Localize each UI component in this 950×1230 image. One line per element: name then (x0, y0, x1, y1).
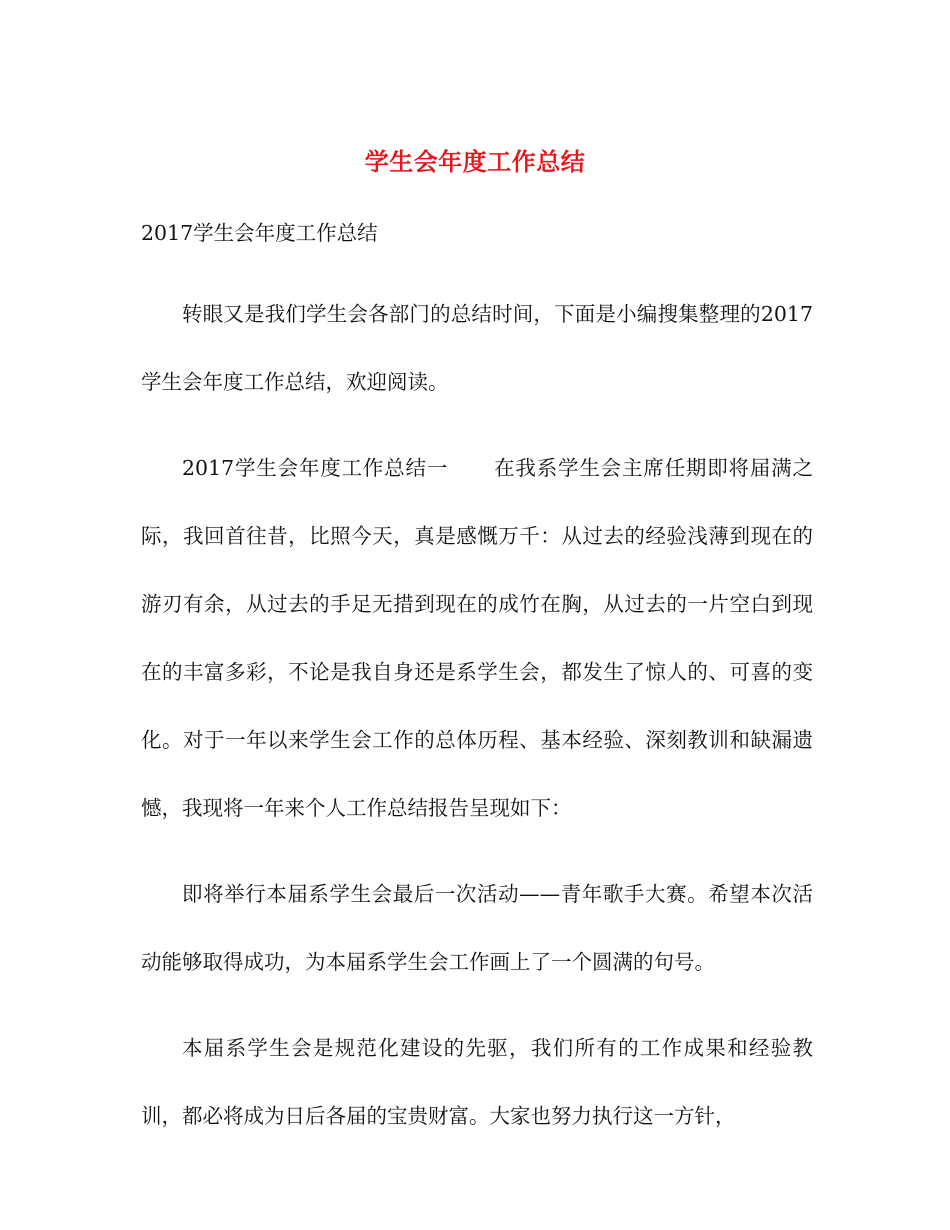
document-body (141, 219, 813, 1168)
section-body: 在我系学生会主席任期即将届满之际，我回首往昔，比照今天，真是感慨万千：从过去的经验浅薄到现在的游刃有余，从过去的手足无措到现在的成竹在胸，从过去的一片空白到现在的丰富多彩，不论是我自身还是系学生会，都发生了惊人的、可喜的变化。对于一年以来学生会工作的总体历程、基本经验、深刻教训和缺漏遗憾，我现将一年来个人工作总结报告呈现如下： (141, 456, 813, 820)
section-heading: 2017学生会年度工作总结一 (182, 456, 449, 480)
paragraph-activity: 即将举行本届系学生会最后一次活动——青年歌手大赛。希望本次活动能够取得成功，为本届系学生会工作画上了一个圆满的句号。 (141, 882, 813, 974)
paragraph-standardization: 本届系学生会是规范化建设的先驱，我们所有的工作成果和经验教训，都必将成为日后各届的宝贵财富。大家也努力执行这一方针， (141, 1036, 813, 1128)
paragraph-intro: 转眼又是我们学生会各部门的总结时间，下面是小编搜集整理的2017学生会年度工作总结，欢迎阅读。 (141, 302, 813, 394)
document-title: 学生会年度工作总结 (364, 147, 586, 176)
document-subtitle: 2017学生会年度工作总结 (141, 221, 378, 245)
paragraph-section-one (141, 434, 813, 842)
